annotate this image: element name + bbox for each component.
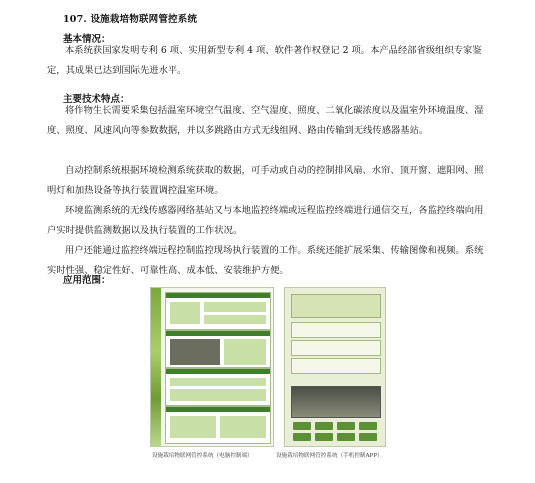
app-button: [315, 433, 333, 441]
app-button: [315, 422, 333, 430]
figure-caption-app: 设施栽培物联网管控系统（手机控制APP）: [276, 453, 383, 459]
paragraph-tech-4: 用户还能通过监控终端远程控制监控现场执行装置的工作。系统还能扩展采集、传输图像和视频。系统实时性强、稳定性好、可靠性高、成本低、安装维护方便。: [47, 245, 484, 276]
section-heading-basic: 基本情况：: [63, 34, 111, 45]
paragraph-basic: 本系统获国家发明专利 6 项、实用新型专利 4 项、软件著作权登记 2 项。本产品经部省级组织专家鉴定，其成果已达到国际先进水平。: [47, 45, 482, 76]
paragraph-tech-2: 自动控制系统根据环境检测系统获取的数据，可手动或自动的控制排风扇、水帘、顶开窗、遮阳网、照明灯和加热设备等执行装置调控温室环境。: [47, 165, 484, 196]
app-greenhouse-photo: [291, 386, 381, 418]
app-button: [337, 433, 355, 441]
app-button: [359, 422, 377, 430]
pc-screen-thumbnail: [165, 368, 271, 406]
paragraph-tech-1: 将作物生长需要采集包括温室环境空气温度、空气湿度、照度、二氧化碳浓度以及温室外环境温度、湿度、照度、风速风向等参数数据，并以多跳路由方式无线组网、路由传输到无线传感器基站。: [47, 105, 484, 136]
app-button: [293, 433, 311, 441]
plant-decoration-image: [151, 288, 161, 446]
figure-mobile-app: [284, 287, 386, 447]
section-heading-apps: 应用范围：: [63, 275, 111, 286]
figure-pc-screenshots: [150, 287, 274, 447]
section-heading-tech: 主要技术特点：: [63, 94, 130, 105]
app-header-panel: [291, 294, 381, 318]
app-row: [291, 322, 381, 338]
pc-screen-thumbnail: [165, 330, 271, 368]
document-title: 107. 设施栽培物联网管控系统: [63, 14, 198, 25]
app-button: [293, 422, 311, 430]
app-button: [359, 433, 377, 441]
app-row: [291, 358, 381, 374]
pc-screen-thumbnail: [165, 406, 271, 444]
app-button: [337, 422, 355, 430]
figure-caption-pc: 设施栽培物联网管控系统（电脑控制端）: [152, 453, 253, 459]
figures: [150, 287, 410, 457]
paragraph-tech-3: 环境监测系统的无线传感器网络基站又与本地监控终端或远程监控终端进行通信交互，各监控终端向用户实时提供监测数据以及执行装置的工作状况。: [47, 205, 484, 236]
app-row: [291, 340, 381, 356]
pc-screen-thumbnail: [165, 292, 271, 330]
